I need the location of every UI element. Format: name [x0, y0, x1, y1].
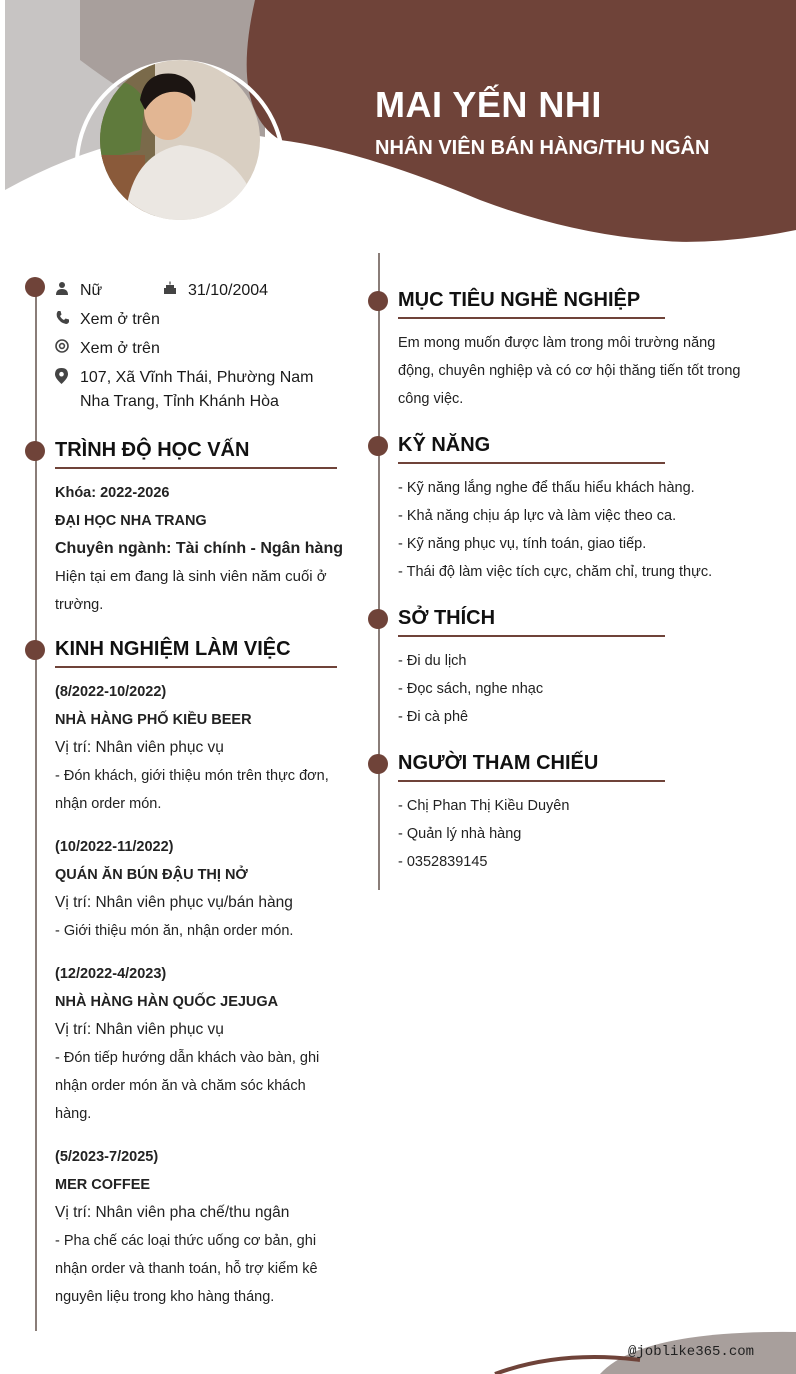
location-pin-icon: [55, 368, 80, 384]
at-icon: [55, 339, 80, 353]
objective-title: MỤC TIÊU NGHỀ NGHIỆP: [398, 289, 641, 311]
hobbies-title: SỞ THÍCH: [398, 607, 496, 629]
avatar: [100, 60, 260, 220]
section-divider: [398, 635, 665, 637]
cake-icon: [163, 281, 188, 295]
skill-item: - Kỹ năng lắng nghe để thấu hiểu khách hàng.: [398, 480, 695, 496]
timeline-dot: [368, 291, 388, 311]
reference-item: - 0352839145: [398, 854, 488, 870]
experience-desc: - Đón khách, giới thiệu món trên thực đơn,: [55, 768, 329, 784]
timeline-dot: [368, 436, 388, 456]
experience-desc: - Giới thiệu món ăn, nhận order món.: [55, 923, 294, 939]
timeline-dot: [25, 441, 45, 461]
education-major: Chuyên ngành: Tài chính - Ngân hàng: [55, 540, 343, 557]
experience-role: Vị trí: Nhân viên phục vụ: [55, 739, 224, 756]
timeline-dot: [368, 609, 388, 629]
section-divider: [398, 780, 665, 782]
phone-icon: [55, 310, 80, 325]
address-row: [55, 366, 335, 414]
education-title: TRÌNH ĐỘ HỌC VẤN: [55, 439, 250, 461]
education-school: ĐẠI HỌC NHA TRANG: [55, 513, 207, 529]
email-value: Xem ở trên: [80, 340, 160, 357]
experience-period: (8/2022-10/2022): [55, 684, 167, 700]
person-icon: [55, 281, 80, 295]
phone-value: Xem ở trên: [80, 311, 160, 328]
reference-item: - Chị Phan Thị Kiều Duyên: [398, 798, 570, 814]
experience-desc: nhận order món ăn và chăm sóc khách: [55, 1078, 306, 1094]
experience-title: KINH NGHIỆM LÀM VIỆC: [55, 638, 291, 660]
education-desc: trường.: [55, 597, 104, 613]
skills-title: KỸ NĂNG: [398, 434, 491, 456]
timeline-dot: [368, 754, 388, 774]
skill-item: - Khả năng chịu áp lực và làm việc theo ca.: [398, 508, 677, 524]
section-divider: [55, 666, 337, 668]
experience-company: NHÀ HÀNG PHỐ KIỀU BEER: [55, 712, 252, 728]
education-desc: Hiện tại em đang là sinh viên năm cuối ở: [55, 568, 327, 585]
experience-desc: hàng.: [55, 1106, 92, 1122]
experience-role: Vị trí: Nhân viên phục vụ/bán hàng: [55, 894, 293, 911]
objective-text: động, chuyên nghiệp và có cơ hội thăng tiến tốt trong: [398, 363, 741, 379]
timeline-dot: [25, 277, 45, 297]
hobby-item: - Đi cà phê: [398, 709, 469, 725]
experience-period: (5/2023-7/2025): [55, 1149, 159, 1165]
birthday-row: [163, 279, 268, 303]
experience-role: Vị trí: Nhân viên pha chế/thu ngân: [55, 1204, 290, 1221]
hobby-item: - Đi du lịch: [398, 653, 467, 669]
skill-item: - Kỹ năng phục vụ, tính toán, giao tiếp.: [398, 536, 647, 552]
experience-company: NHÀ HÀNG HÀN QUỐC JEJUGA: [55, 994, 279, 1010]
experience-desc: - Pha chế các loại thức uống cơ bản, ghi: [55, 1233, 317, 1249]
gender-value: Nữ: [80, 282, 103, 299]
candidate-name: MAI YẾN NHI: [375, 84, 602, 125]
section-divider: [398, 317, 665, 319]
experience-company: QUÁN ĂN BÚN ĐẬU THỊ NỞ: [55, 867, 248, 883]
right-timeline: [378, 253, 380, 890]
objective-text: công việc.: [398, 391, 464, 407]
birthday-value: 31/10/2004: [188, 282, 269, 299]
address-value: 107, Xã Vĩnh Thái, Phường Nam Nha Trang, Tỉnh Khánh Hòa: [80, 369, 314, 410]
email-row: [55, 337, 160, 361]
gender-row: [55, 279, 102, 303]
experience-desc: nhận order và thanh toán, hỗ trợ kiểm kê: [55, 1261, 318, 1277]
skill-item: - Thái độ làm việc tích cực, chăm chỉ, trung thực.: [398, 564, 713, 580]
watermark: @joblike365.com: [628, 1344, 755, 1360]
job-title: NHÂN VIÊN BÁN HÀNG/THU NGÂN: [375, 137, 710, 159]
hobby-item: - Đọc sách, nghe nhạc: [398, 681, 544, 697]
experience-period: (12/2022-4/2023): [55, 966, 167, 982]
phone-row: [55, 308, 160, 332]
experience-company: MER COFFEE: [55, 1177, 151, 1193]
section-divider: [55, 467, 337, 469]
experience-desc: nhận order món.: [55, 796, 162, 812]
experience-desc: - Đón tiếp hướng dẫn khách vào bàn, ghi: [55, 1050, 320, 1066]
references-title: NGƯỜI THAM CHIẾU: [398, 752, 599, 774]
timeline-dot: [25, 640, 45, 660]
section-divider: [398, 462, 665, 464]
experience-role: Vị trí: Nhân viên phục vụ: [55, 1021, 224, 1038]
experience-period: (10/2022-11/2022): [55, 839, 174, 855]
experience-desc: nguyên liệu trong kho hàng tháng.: [55, 1289, 275, 1305]
objective-text: Em mong muốn được làm trong môi trường năng: [398, 335, 716, 351]
reference-item: - Quản lý nhà hàng: [398, 826, 522, 842]
education-period: Khóa: 2022-2026: [55, 485, 170, 501]
